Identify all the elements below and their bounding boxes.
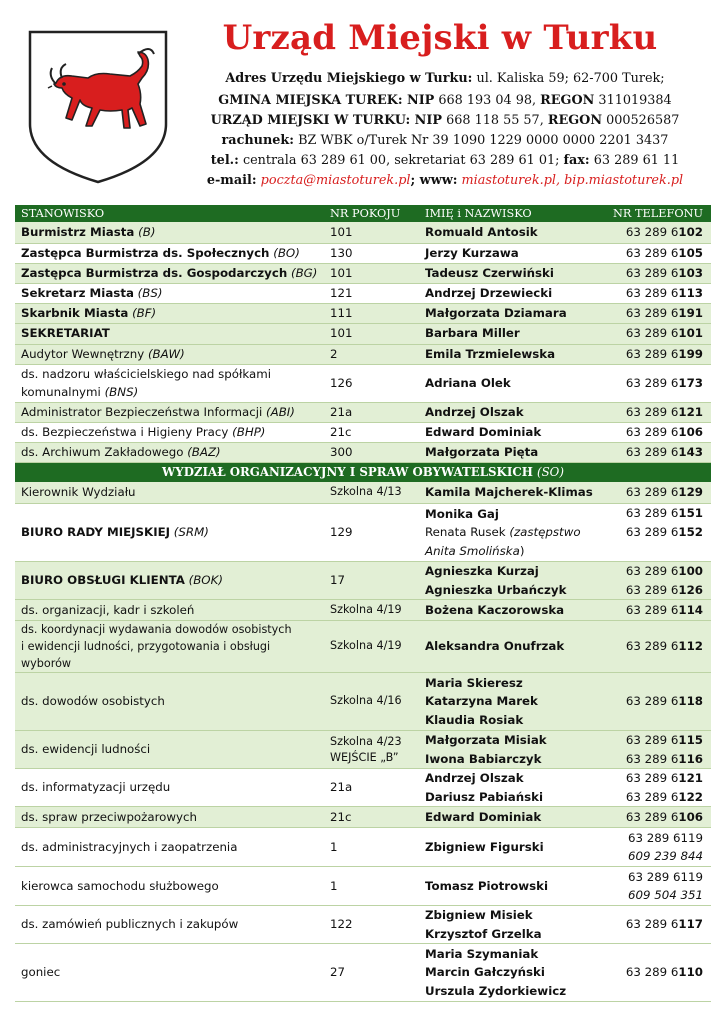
email-link[interactable]: poczta@miastoturek.pl [260,173,411,188]
table-row: ds. ewidencji ludności Szkolna 4/23 WEJŚCIE „B” Małgorzata Misiak Iwona Babiarczyk 63 289 6115 63 289 6116 [15,731,711,769]
address-line: Adres Urzędu Miejskiego w Turku: ul. Kaliska 59; 62-700 Turek; [225,71,665,86]
col-header-name: IMIĘ i NAZWISKO [419,205,606,222]
table-row: Zastępca Burmistrza ds. Społecznych (BO) 130 Jerzy Kurzawa 63 289 6105 [15,243,711,263]
table-row: Burmistrz Miasta (B) 101 Romuald Antosik 63 289 6102 [15,222,711,243]
table-row: ds. dowodów osobistych Szkolna 4/16 Maria Skieresz Katarzyna Marek Klaudia Rosiak 63 289 6118 [15,673,711,731]
table-row: Kierownik Wydziału Szkolna 4/13 Kamila Majcherek-Klimas 63 289 6129 [15,482,711,504]
table-row: ds. administracyjnych i zaopatrzenia 1 Zbigniew Figurski 63 289 6119 609 239 844 [15,828,711,867]
table-row: BIURO RADY MIEJSKIEJ (SRM) 129 Monika Gaj Renata Rusek (zastępstwo Anita Smolińska) 63 289 6151 63 289 6152 [15,504,711,562]
account-line: rachunek: BZ WBK o/Turek Nr 39 1090 1229 0000 0000 2201 3437 [221,133,669,148]
contact-table [15,205,711,1002]
table-row: Administrator Bezpieczeństwa Informacji (ABI) 21a Andrzej Olszak 63 289 6121 [15,402,711,422]
contact-line: e-mail: poczta@miastoturek.pl; www: miastoturek.pl, bip.miastoturek.pl [206,173,684,188]
col-header-position: STANOWISKO [15,205,324,222]
table-row: SEKRETARIAT 101 Barbara Miller 63 289 6101 [15,323,711,344]
table-row: ds. informatyzacji urzędu 21a Andrzej Olszak Dariusz Pabiański 63 289 6121 63 289 6122 [15,769,711,807]
table-row: Skarbnik Miasta (BF) 111 Małgorzata Dziamara 63 289 6191 [15,303,711,323]
table-row: ds. koordynacji wydawania dowodów osobistych i ewidencji ludności, przygotowania i obsługi wyborów Szkolna 4/19 Aleksandra Onufrzak 63 289 6112 [15,621,711,673]
table-row: BIURO OBSŁUGI KLIENTA (BOK) 17 Agnieszka Kurzaj Agnieszka Urbańczyk 63 289 6100 63 289 6126 [15,562,711,600]
document-header [0,0,725,205]
table-row: Audytor Wewnętrzny (BAW) 2 Emila Trzmielewska 63 289 6199 [15,344,711,364]
coat-of-arms-bull-icon [26,28,170,186]
www-link[interactable]: miastoturek.pl, bip.miastoturek.pl [461,173,684,188]
table-row: ds. organizacji, kadr i szkoleń Szkolna 4/19 Bożena Kaczorowska 63 289 6114 [15,600,711,621]
table-row: ds. nadzoru właścicielskiego nad spółkami komunalnymi (BNS) 126 Adriana Olek 63 289 6173 [15,364,711,402]
urzad-line: URZĄD MIEJSKI W TURKU: NIP 668 118 55 57, REGON 000526587 [210,113,680,128]
col-header-room: NR POKOJU [324,205,419,222]
gmina-line: GMINA MIEJSKA TUREK: NIP 668 193 04 98, REGON 311019384 [218,93,672,108]
table-row: ds. Archiwum Zakładowego (BAZ) 300 Małgorzata Pięta 63 289 6143 [15,442,711,462]
page-title: Urząd Miejski w Turku [222,18,658,58]
table-row: ds. spraw przeciwpożarowych 21c Edward Dominiak 63 289 6106 [15,807,711,828]
table-row: Sekretarz Miasta (BS) 121 Andrzej Drzewiecki 63 289 6113 [15,283,711,303]
table-row: goniec 27 Maria Szymaniak Marcin Gałczyński Urszula Zydorkiewicz 63 289 6110 [15,944,711,1002]
table-row: kierowca samochodu służbowego 1 Tomasz Piotrowski 63 289 6119 609 504 351 [15,867,711,906]
phone-line: tel.: centrala 63 289 61 00, sekretariat 63 289 61 01; fax: 63 289 61 11 [210,153,680,168]
table-row: Zastępca Burmistrza ds. Gospodarczych (BG) 101 Tadeusz Czerwiński 63 289 6103 [15,263,711,283]
table-header [15,205,711,222]
col-header-phone: NR TELEFONU [606,205,711,222]
table-row: ds. zamówień publicznych i zakupów 122 Zbigniew Misiek Krzysztof Grzelka 63 289 6117 [15,906,711,944]
table-row: ds. Bezpieczeństwa i Higieny Pracy (BHP) 21c Edward Dominiak 63 289 6106 [15,422,711,442]
section-header: WYDZIAŁ ORGANIZACYJNY I SPRAW OBYWATELSKICH (SO) [15,462,711,482]
